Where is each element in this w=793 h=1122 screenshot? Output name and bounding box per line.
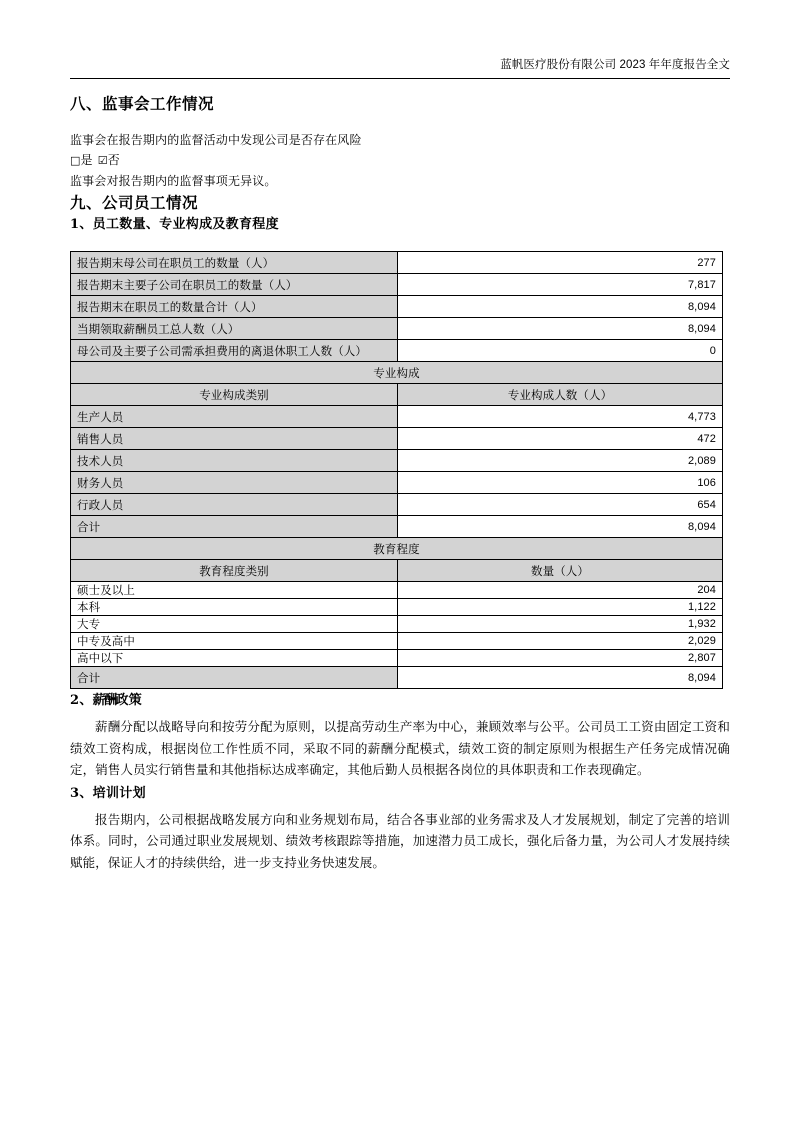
subsection-2-number: 2 [70, 693, 80, 708]
row-label: 报告期末主要子公司在职员工的数量（人） [71, 274, 398, 296]
supervisory-conclusion: 监事会对报告期内的监督事项无异议。 [70, 174, 277, 188]
row-value: 8,094 [398, 516, 723, 538]
table-row [71, 599, 723, 616]
subsection-1-separator: 、 [79, 217, 93, 232]
row-value: 8,094 [398, 667, 723, 689]
subsection-2-separator: 、 [79, 693, 93, 708]
row-value: 277 [398, 252, 723, 274]
table-section-band-profession [71, 362, 723, 384]
row-value: 1,932 [398, 616, 723, 633]
subsection-1-number: 1 [70, 217, 80, 232]
row-label: 硕士及以上 [71, 582, 398, 599]
subsection-2-title-head: 薪 [92, 693, 105, 708]
subsection-2-title-overlap: 酬 [104, 693, 116, 708]
table-row-total [71, 667, 723, 689]
choice-label-no: 否 [107, 153, 120, 167]
row-value: 7,817 [398, 274, 723, 296]
subsection-3-heading [70, 782, 730, 801]
row-value: 8,094 [398, 318, 723, 340]
row-label: 行政人员 [71, 494, 398, 516]
row-label: 本科 [71, 599, 398, 616]
row-label: 财务人员 [71, 472, 398, 494]
subsection-3-number: 3 [70, 785, 80, 801]
row-label: 合计 [71, 516, 398, 538]
row-value: 2,029 [398, 633, 723, 650]
choice-label-yes: 是 [80, 153, 93, 167]
row-label: 高中以下 [71, 650, 398, 667]
training-plan-paragraph: 报告期内，公司根据战略发展方向和业务规划布局，结合各事业部的业务需求及人才发展规划，制定了完善的培训体系。同时，公司通过职业发展规划、绩效考核跟踪等措施，加速潜力员工成长，强化后备力量，为公司人才发展持续赋能，保证人才的持续供给，进一步支持业务快速发展。 [70, 812, 730, 870]
checkbox-unchecked-icon[interactable]: □ [70, 154, 81, 167]
row-label: 合计 [71, 667, 398, 689]
running-header: 蓝帆医疗股份有限公司 2023 年年度报告全文 [500, 59, 730, 71]
column-header-value: 数量（人） [398, 560, 723, 582]
row-value: 2,807 [398, 650, 723, 667]
employee-statistics-table [70, 251, 723, 689]
table-row [71, 633, 723, 650]
table-row [71, 494, 723, 516]
column-header-label: 教育程度类别 [71, 560, 398, 582]
subsection-1-heading [70, 213, 730, 232]
column-header-label: 专业构成类别 [71, 384, 398, 406]
table-row [71, 428, 723, 450]
table-row [71, 318, 723, 340]
row-value: 2,089 [398, 450, 723, 472]
row-value: 204 [398, 582, 723, 599]
subsection-2-heading [70, 689, 730, 708]
header-rule [70, 78, 730, 79]
row-label: 中专及高中 [71, 633, 398, 650]
row-value: 0 [398, 340, 723, 362]
table-row [71, 472, 723, 494]
subsection-1-title: 员工数量、专业构成及教育程度 [92, 217, 279, 232]
table-column-header-profession [71, 384, 723, 406]
checkbox-checked-icon[interactable]: ☑ [97, 154, 108, 167]
table-body [71, 252, 723, 689]
row-label: 销售人员 [71, 428, 398, 450]
row-label: 母公司及主要子公司需承担费用的离退休职工人数（人） [71, 340, 398, 362]
row-label: 技术人员 [71, 450, 398, 472]
salary-policy-paragraph: 薪酬分配以战略导向和按劳分配为原则，以提高劳动生产率为中心，兼顾效率与公平。公司员工工资由固定工资和绩效工资构成，根据岗位工作性质不同，采取不同的薪酬分配模式，绩效工资的制定原则为根据生产任务完成情况确定，销售人员实行销售量和其他指标达成率确定，其他后勤人员根据各岗位的具体职责和工作表现确定。 [70, 720, 730, 777]
table-row [71, 340, 723, 362]
row-label: 当期领取薪酬员工总人数（人） [71, 318, 398, 340]
table-row [71, 252, 723, 274]
row-value: 8,094 [398, 296, 723, 318]
table-section-band-education [71, 538, 723, 560]
band-label: 教育程度 [71, 538, 723, 560]
row-value: 654 [398, 494, 723, 516]
row-value: 106 [398, 472, 723, 494]
section-nine-title: 九、公司员工情况 [70, 193, 199, 212]
table-column-header-education [71, 560, 723, 582]
table-row [71, 406, 723, 428]
row-label: 报告期末母公司在职员工的数量（人） [71, 252, 398, 274]
subsection-3-separator: 、 [79, 785, 93, 801]
table-row [71, 296, 723, 318]
row-label: 大专 [71, 616, 398, 633]
page-content [70, 92, 730, 874]
table-row [71, 616, 723, 633]
subsection-2-title-tail: 政策 [115, 693, 143, 708]
row-value: 472 [398, 428, 723, 450]
table-row [71, 582, 723, 599]
band-label: 专业构成 [71, 362, 723, 384]
table-row [71, 274, 723, 296]
row-value: 4,773 [398, 406, 723, 428]
row-label: 生产人员 [71, 406, 398, 428]
table-row [71, 450, 723, 472]
risk-choice-row [70, 150, 730, 171]
supervisory-risk-question: 监事会在报告期内的监督活动中发现公司是否存在风险 [70, 133, 362, 147]
table-row-total [71, 516, 723, 538]
row-label: 报告期末在职员工的数量合计（人） [71, 296, 398, 318]
subsection-3-title: 培训计划 [92, 785, 146, 801]
section-eight-title: 八、监事会工作情况 [70, 94, 215, 113]
row-value: 1,122 [398, 599, 723, 616]
column-header-value: 专业构成人数（人） [398, 384, 723, 406]
table-row [71, 650, 723, 667]
section-eight-body [70, 130, 730, 191]
